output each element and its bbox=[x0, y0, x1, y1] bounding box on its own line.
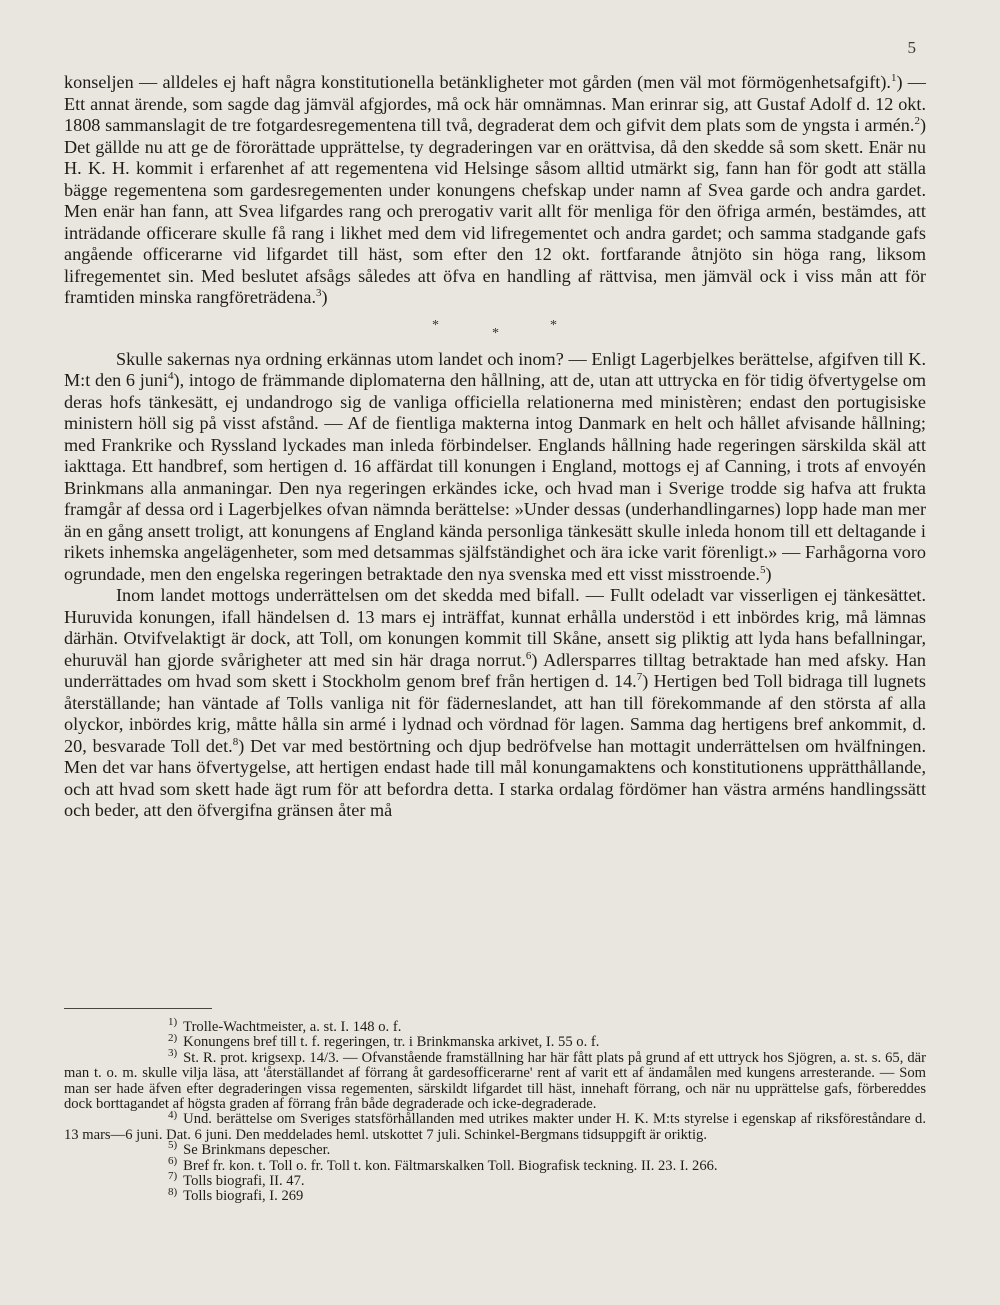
asterisk: * bbox=[492, 325, 499, 341]
footnote-divider bbox=[64, 1008, 212, 1009]
asterisk: * bbox=[432, 317, 439, 333]
footnote-4: 4) Und. berättelse om Sveriges statsförhållanden med utrikes makter under H. K. M:ts styrelse i egenskap af riksföreståndare d. 13 mars—6 juni. Dat. 6 juni. Den meddelades heml. utskottet 7 juli. Schinkel-Bergmans tidsuppgift är oriktig. bbox=[64, 1108, 926, 1143]
paragraph-1: konseljen — alldeles ej haft några konstitutionella betänkligheter mot gården (men väl mot förmögenhetsafgift).$^1$) — Ett annat ärende, som sagde dag jämväl afgjordes, må ock här omnämnas. Man erinrar sig, att Gustaf Adolf d. 12 okt. 1808 sammanslagit de tre fotgardesregementena till två, degraderat dem och gifvit dem plats som de yngsta i armén.$^2$) Det gällde nu att ge de förorättade upprättelse, ty degraderingen var en orättvisa, då den skedde så som skett. Enär nu H. K. H. kommit i erfarenhet af att regementena vid Helsinge såsom alltid utmärkt sig, fann han för godt att ställa bägge regementena som gardesregementen under konungens chefskap under namn af Svea garde och andra gardet. Men enär han fann, att Svea lifgardes rang och prerogativ varit allt för menliga för den öfriga armén, bestämdes, att inträdande officerare skulle få rang i likhet med dem vid lifregementet och andra gardet; och samma stadgande gafs angående officerarne vid lifgardet till häst, som efter den 12 okt. fortfarande åtnjöto sin höga rang, liksom lifregementet sin. Med beslutet afsågs således att öfva en handling af rättvisa, men jämväl ock i viss mån att för framtiden minska rangföreträdena.$^3$) bbox=[64, 71, 926, 307]
footnote-ref-2[interactable]: 2 bbox=[914, 114, 920, 127]
footnote-8: 8) Tolls biografi, I. 269 bbox=[168, 1185, 304, 1205]
footnote-ref-1[interactable]: 1 bbox=[890, 71, 897, 84]
footnote-ref-6[interactable]: 6 bbox=[525, 649, 532, 662]
footnote-ref-4[interactable]: 4 bbox=[168, 369, 174, 382]
footnote-ref-5[interactable]: 5 bbox=[759, 563, 766, 576]
footnotes bbox=[64, 1016, 926, 1205]
paragraph-2: Skulle sakernas nya ordning erkännas utom landet och inom? — Enligt Lagerbjelkes berättelse, afgifven till K. M:t den 6 juni$^4$), intogo de främmande diplomaterna den hållning, att de, utan att uttrycka en för tidig öfvertygelse om deras hofs tänkesätt, ej undandrogo sig de vanliga officiella relationerna med ministèren; endast den portugisiske ministern höll sig på visst afstånd. — Af de fientliga makterna intog Danmark en helt och hållet afvisande hållning; med Frankrike och Ryssland lyckades man inleda förbindelser. Englands hållning hade regeringen särskilda skäl att iakttaga. Ett handbref, som hertigen d. 16 affärdat till konungen i England, mottogs ej af Canning, i trots af envoyén Brinkmans alla anmaningar. Den nya regeringen erkändes icke, och hvad man i Sverige trodde sig hafva att frukta framgår af dessa ord i Lagerbjelkes ofvan nämnda berättelse: »Under dessas (underhandlingarnes) lopp hade man mer än en gång ansett troligt, att konungens af England kända personliga tänkesätt skulle inleda honom till ett deltagande i rikets inhemska angelägenheter, som med detsammas själfständighet och ära icke varit förenligt.» — Farhågorna voro ogrundade, men den engelska regeringen betraktade den nya svenska med ett visst misstroende.$^5$) bbox=[64, 348, 926, 584]
footnote-ref-7[interactable]: 7 bbox=[636, 670, 643, 683]
footnote-1: 1) Trolle-Wachtmeister, a. st. I. 148 o. f. bbox=[168, 1016, 402, 1035]
body-text bbox=[64, 72, 926, 822]
footnote-2: 2) Konungens bref till t. f. regeringen, tr. i Brinkmanska arkivet, I. 55 o. f. bbox=[168, 1031, 600, 1051]
page-number: 5 bbox=[907, 38, 916, 57]
paragraph-3: Inom landet mottogs underrättelsen om det skedda med bifall. — Fullt odeladt var visserligen ej tänkesättet. Huruvida konungen, ifall händelsen d. 13 mars ej inträffat, kunnat erhålla understöd i ett inbördes krig, må lämnas därhän. Otvifvelaktigt är dock, att Toll, om konungen kommit till Skåne, ansett sig pliktig att lyda hans befallningar, ehuruväl han gjorde svårigheter att med sin här draga norrut.$^6$) Adlersparres tilltag betraktade han med afsky. Han underrättades om hvad som skett i Stockholm genom bref från hertigen d. 14.$^7$) Hertigen bed Toll bidraga till lugnets återställande; han väntade af Tolls vanliga nit för fäderneslandet, att han till förekommande af den största af alla olyckor, inbördes krig, måtte hålla sin armé i lydnad och vördnad för lagen. Samma dag hertigens bref ankommit, d. 20, besvarade Toll det.$^8$) Det var med bestörtning och djup bedröfvelse han mottagit underrättelsen om hvälfningen. Men det var hans öfvertygelse, att hertigen endast hade till mål konungamaktens och konstitutionens upprätthållande, och att hvad som skett hade ägt rum för att befordra detta. I starka ordalag fördömer han västra arméns handlingssätt och beder, att den öfvergifna gränsen åter må bbox=[64, 585, 926, 820]
footnote-6: 6) Bref fr. kon. t. Toll o. fr. Toll t. kon. Fältmarskalken Toll. Biografisk teckning. II. 23. I. 266. bbox=[168, 1154, 718, 1174]
footnote-ref-8[interactable]: 8 bbox=[232, 735, 239, 748]
asterisk: * bbox=[550, 317, 557, 333]
footnote-ref-3[interactable]: 3 bbox=[316, 286, 322, 299]
footnote-3: 3) St. R. prot. krigsexp. 14/3. — Ofvanstående framställning har här fått plats på grund af ett uttryck hos Sjögren, a. st. s. 65, där man t. o. m. skulle vilja läsa, att 'återställandet af förrang åt gardesofficerarne' rent af varit ett af ändamålen med kungens arresterande. — Som man ser hade äfven efter degraderingen vissa regementen, särskildt lifgardet till häst, innehaft förrang, och när nu upprättelse gafs, förbereddes dock borttagandet af högsta graden af förrang från både degraderade och icke-degraderade. bbox=[64, 1046, 926, 1113]
footnote-5: 5) Se Brinkmans depescher. bbox=[168, 1139, 331, 1159]
section-break-asterisks bbox=[64, 309, 926, 349]
footnote-7: 7) Tolls biografi, II. 47. bbox=[168, 1170, 305, 1190]
